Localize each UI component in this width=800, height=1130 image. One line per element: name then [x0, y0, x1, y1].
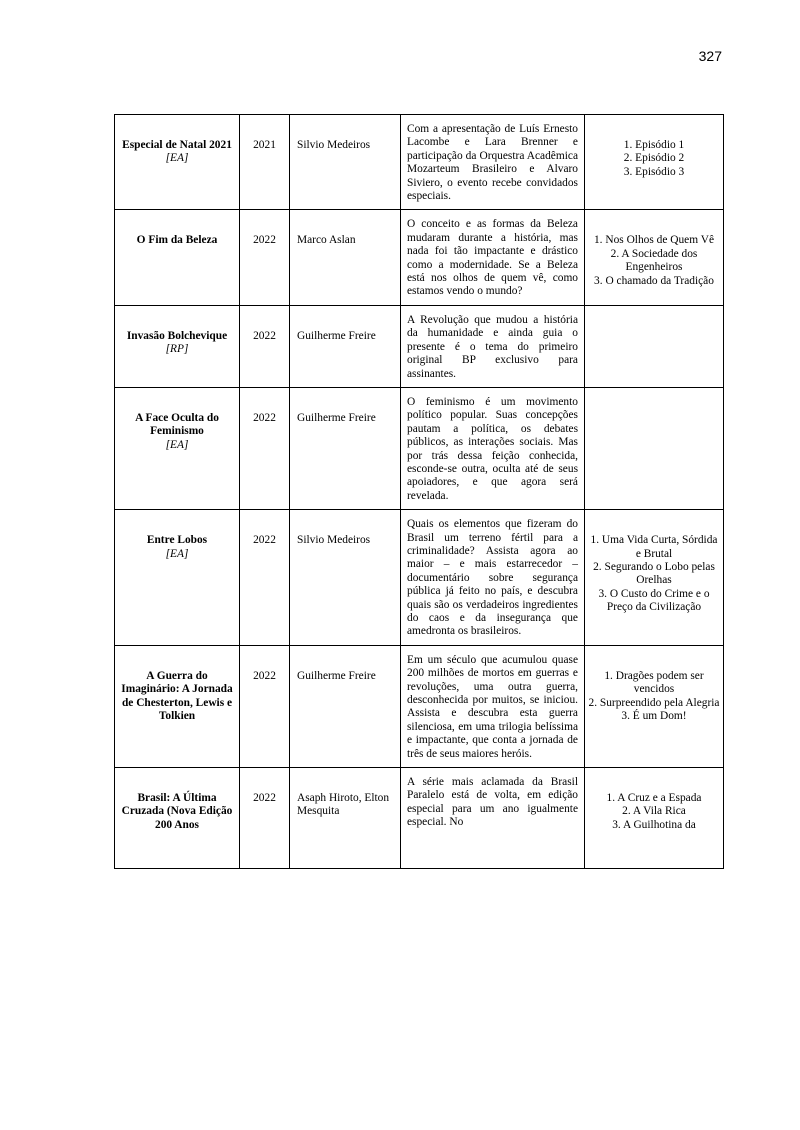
episode-item: 2. A Sociedade dos Engenheiros [610, 247, 698, 274]
episode-item: 1. Nos Olhos de Quem Vê [593, 234, 714, 247]
description-cell: Quais os elementos que fizeram do Brasil um terreno fértil para a criminalidade? Assista agora ao maior – e mais estarrecedor – documentário sobre segurança pública já feito no país, e descubra quais são os verdadeiros ingredientes do caos e da insegurança que amedronta os brasileiros. [401, 510, 585, 646]
year-cell: 2022 [240, 305, 290, 387]
episodes-cell [585, 768, 724, 869]
episode-item: 3. O Custo do Crime e o Preço da Civilização [598, 587, 710, 614]
episodes-cell [585, 115, 724, 210]
availability-tag: [RP] [165, 343, 189, 356]
title-cell [115, 387, 240, 509]
episodes-cell [585, 510, 724, 646]
description-cell: O feminismo é um movimento político popular. Suas concepções pautam a política, os debates públicos, as interações sociais. Mas por trás dessa feição conhecida, esconde-se outra, oculta até de seus apoiadores, e que agora será revelada. [401, 387, 585, 509]
title-cell [115, 115, 240, 210]
table-row [115, 115, 724, 210]
description-cell: A série mais aclamada da Brasil Paralelo está de volta, em edição especial para um ano igualmente especial. No [401, 768, 585, 869]
director-cell: Guilherme Freire [290, 305, 401, 387]
director-cell: Silvio Medeiros [290, 115, 401, 210]
episode-item: 1. A Cruz e a Espada [606, 792, 702, 805]
episode-item: 3. O chamado da Tradição [594, 274, 714, 287]
description-cell: Em um século que acumulou quase 200 milhões de mortos em guerras e revoluções, uma outra guerra, desconhecida por muitos, se iniciou. Assista e descubra esta guerra silenciosa, em uma trilogia belíssima e impactante, que conta a jornada de três de seus maiores heróis. [401, 645, 585, 767]
year-cell: 2022 [240, 768, 290, 869]
table-row [115, 305, 724, 387]
episode-item: 2. Episódio 2 [623, 152, 685, 165]
description-cell: Com a apresentação de Luís Ernesto Lacombe e Lara Brenner e participação da Orquestra Acadêmica Mozarteum Brasileiro e Alvaro Siviero, o evento recebe convidados especiais. [401, 115, 585, 210]
title-cell [115, 645, 240, 767]
title-cell [115, 768, 240, 869]
description-cell: A Revolução que mudou a história da humanidade e ainda guia o presente é o tema do primeiro original BP exclusivo para assinantes. [401, 305, 585, 387]
episode-item: 2. Surpreendido pela Alegria [588, 696, 720, 709]
table-row [115, 768, 724, 869]
year-cell: 2022 [240, 510, 290, 646]
table-row [115, 510, 724, 646]
title-cell [115, 510, 240, 646]
title-cell [115, 210, 240, 305]
availability-tag: [EA] [165, 152, 189, 165]
year-cell: 2022 [240, 645, 290, 767]
availability-tag: [EA] [165, 547, 189, 560]
director-cell: Asaph Hiroto, Elton Mesquita [290, 768, 401, 869]
documentary-title: A Face Oculta do Feminismo [135, 411, 219, 438]
documentary-title: O Fim da Beleza [136, 234, 218, 247]
episodes-cell [585, 305, 724, 387]
table-row [115, 210, 724, 305]
description-cell: O conceito e as formas da Beleza mudaram durante a história, mas nada foi tão impactante e drástico como a modernidade. Se a Beleza está nos olhos de quem vê, como estamos vendo o mundo? [401, 210, 585, 305]
episode-item: 1. Dragões podem ser vencidos [604, 669, 704, 696]
episode-item: 3. Episódio 3 [623, 165, 685, 178]
director-cell: Silvio Medeiros [290, 510, 401, 646]
director-cell: Guilherme Freire [290, 645, 401, 767]
episodes-cell [585, 210, 724, 305]
episode-item: 1. Episódio 1 [623, 139, 685, 151]
table-row [115, 645, 724, 767]
episodes-cell [585, 387, 724, 509]
year-cell: 2021 [240, 115, 290, 210]
availability-tag: [EA] [165, 438, 189, 451]
episodes-cell [585, 645, 724, 767]
documentary-title: Invasão Bolchevique [126, 329, 228, 342]
title-cell [115, 305, 240, 387]
documentary-title: Brasil: A Última Cruzada (Nova Edição 200 Anos [121, 792, 233, 831]
episode-item: 2. A Vila Rica [622, 805, 686, 818]
episode-item: 2. Segurando o Lobo pelas Orelhas [593, 560, 715, 587]
year-cell: 2022 [240, 387, 290, 509]
episode-item: 3. A Guilhotina da [612, 818, 696, 831]
director-cell: Guilherme Freire [290, 387, 401, 509]
table-row [115, 387, 724, 509]
director-cell: Marco Aslan [290, 210, 401, 305]
year-cell: 2022 [240, 210, 290, 305]
documentary-title: Especial de Natal 2021 [122, 139, 232, 151]
documentary-table [114, 114, 724, 869]
documentary-title: A Guerra do Imaginário: A Jornada de Chesterton, Lewis e Tolkien [121, 669, 233, 723]
episode-item: 1. Uma Vida Curta, Sórdida e Brutal [590, 534, 718, 560]
documentary-title: Entre Lobos [146, 534, 208, 547]
episode-item: 3. É um Dom! [621, 710, 687, 723]
page-number: 327 [698, 48, 722, 64]
